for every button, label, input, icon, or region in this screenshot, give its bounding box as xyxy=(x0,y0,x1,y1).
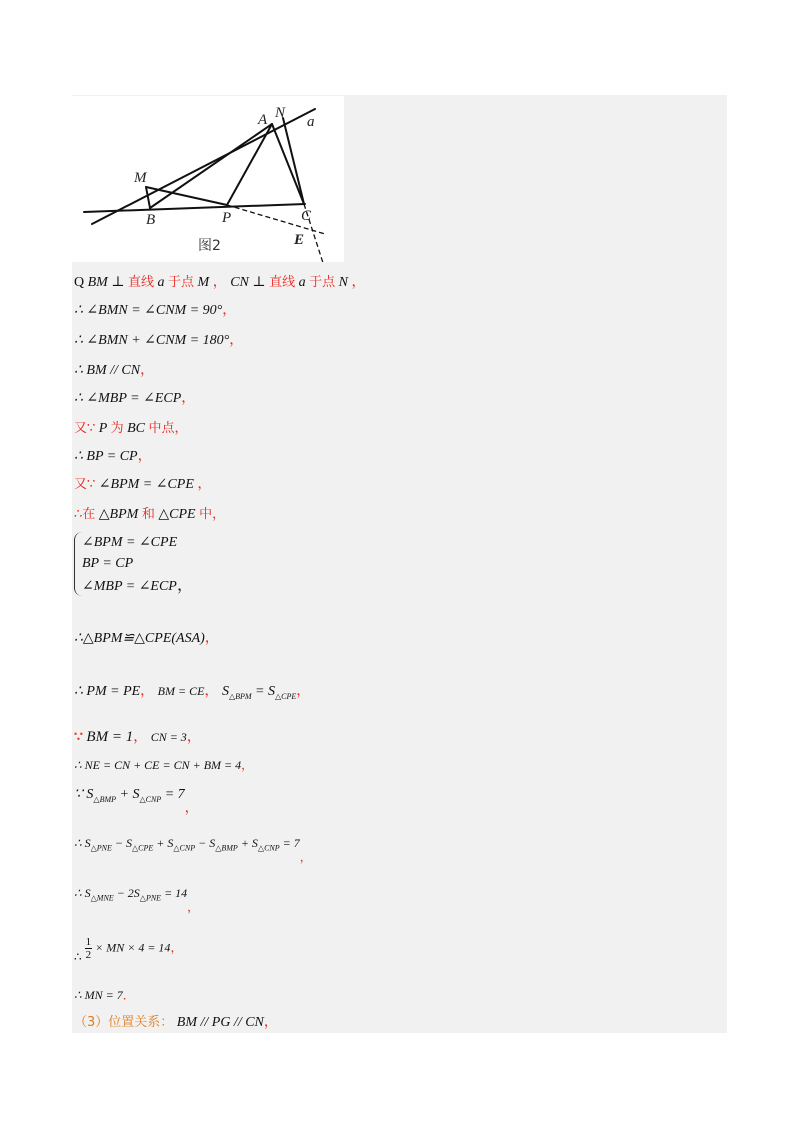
comma: ， xyxy=(177,577,194,594)
comma: ， xyxy=(137,449,152,464)
cn-value: CN = 3 xyxy=(150,730,187,744)
line-right-angles xyxy=(74,302,236,320)
comma-2: ， xyxy=(204,684,219,699)
denominator: 2 xyxy=(85,949,92,961)
sub-d: △BMP xyxy=(215,843,238,853)
text-position-relation: （3）位置关系： xyxy=(74,1015,174,1030)
s-c: = 14 xyxy=(161,886,188,900)
system-row-3: ∠MBP = ∠ECP xyxy=(82,579,177,594)
area-sub-2: △CPE xyxy=(274,691,297,701)
line-mn-result xyxy=(74,986,135,1004)
line-position-relation xyxy=(74,1014,278,1032)
numerator: 1 xyxy=(85,936,92,948)
equation: ∴ ∠BMN = ∠CNM = 90° xyxy=(74,303,223,318)
comma: ， xyxy=(140,363,155,378)
because-symbol: Q xyxy=(74,275,85,290)
line-equal-parts xyxy=(74,682,310,706)
comma: ， xyxy=(140,684,155,699)
s-b: − 2S xyxy=(113,886,140,900)
geometry-diagram xyxy=(72,96,344,262)
line-congruent xyxy=(74,630,219,648)
s-e: + S xyxy=(237,836,258,850)
label-m: M xyxy=(134,170,147,186)
system-row-2: BP = CP xyxy=(82,556,134,571)
label-b: B xyxy=(146,212,156,228)
s-c: + S xyxy=(153,836,174,850)
label-a: A xyxy=(258,112,268,128)
sub-2: △CNP xyxy=(139,794,162,804)
area-s1: S xyxy=(221,684,229,699)
line-angle-equal xyxy=(74,390,195,408)
sub-c: △CNP xyxy=(173,843,196,853)
line-bc xyxy=(84,204,305,212)
comma: ， xyxy=(299,850,312,864)
area-s1: ∵ S xyxy=(74,787,94,802)
sub-a: △PNE xyxy=(90,843,112,853)
comma: ， xyxy=(229,333,244,348)
equation: ∴ BP = CP xyxy=(74,449,138,464)
equation: ∴ NE = CN + CE = CN + BM = 4 xyxy=(74,758,242,772)
comma: ， xyxy=(212,275,227,290)
period: ． xyxy=(122,988,135,1002)
line-parallel xyxy=(74,362,154,380)
equation: ∴ ∠MBP = ∠ECP xyxy=(74,391,182,406)
text-at-point-2: 于点 xyxy=(309,275,336,290)
equals-7: = 7 xyxy=(161,787,185,802)
comma: ， xyxy=(181,391,196,406)
fraction-one-half xyxy=(85,936,93,961)
text-m: M xyxy=(197,275,210,290)
line-ne xyxy=(74,756,253,774)
line-half-mn xyxy=(74,936,183,965)
text-a: a xyxy=(157,275,165,290)
therefore-symbol: ∴ xyxy=(74,950,82,965)
line-midpoint xyxy=(74,420,188,438)
label-line-a: a xyxy=(307,114,315,130)
comma: ， xyxy=(184,801,199,816)
comma: ， xyxy=(197,477,212,492)
line-area-expand xyxy=(74,834,312,864)
equation: ∴△BPM≌△CPE(ASA) xyxy=(74,631,205,646)
equation: × MN × 4 = 14 xyxy=(95,940,171,955)
comma: ， xyxy=(170,940,183,955)
sub-e: △CNP xyxy=(257,843,280,853)
text-midpoint: 中点， xyxy=(148,421,188,436)
system-row-1: ∠BPM = ∠CPE xyxy=(82,535,178,550)
comma: ， xyxy=(222,303,237,318)
comma-3: ， xyxy=(296,684,311,699)
text-and: 和 xyxy=(141,507,155,522)
segment-mb xyxy=(146,187,150,208)
s-a: ∴ S xyxy=(74,836,91,850)
text-at-point: 于点 xyxy=(168,275,195,290)
label-e: E xyxy=(294,232,305,248)
equation: BM // PG // CN xyxy=(176,1015,264,1030)
s-d: − S xyxy=(195,836,216,850)
line-bp-cp xyxy=(74,448,152,466)
text-therefore-in: ∴在 xyxy=(74,507,96,522)
text-bc: BC xyxy=(127,421,145,436)
line-area-sum xyxy=(74,786,199,816)
line-area-mne xyxy=(74,884,200,914)
area-sub-1: △BPM xyxy=(228,691,252,701)
plus-s: + S xyxy=(116,787,140,802)
equation-system xyxy=(74,532,274,598)
segment-ba xyxy=(150,124,272,208)
pm-pe: ∴ PM = PE xyxy=(74,684,141,699)
comma: ， xyxy=(133,730,148,745)
line-sum-180 xyxy=(74,332,243,350)
comma: ， xyxy=(204,631,219,646)
line-in-triangles xyxy=(74,506,225,524)
text-cn-perp: CN ⊥ xyxy=(230,275,266,290)
comma-2: ， xyxy=(186,730,201,745)
because-symbol: ∵ xyxy=(74,730,83,745)
equation: ∴ BM // CN xyxy=(74,363,141,378)
text-n: N xyxy=(338,275,348,290)
comma: ， xyxy=(187,900,200,914)
equation: ∠BPM = ∠CPE xyxy=(98,477,194,492)
equation: ∴ ∠BMN + ∠CNM = 180° xyxy=(74,333,230,348)
comma: ， xyxy=(241,758,254,772)
text-p: P xyxy=(98,421,108,436)
bm-ce: BM = CE xyxy=(157,684,205,698)
text-also-because: 又∵ xyxy=(74,477,96,492)
sub-b: △CPE xyxy=(132,843,154,853)
area-eq: = S xyxy=(251,684,275,699)
figure-caption: 图2 xyxy=(198,238,221,254)
text-triangle-cpe: △CPE xyxy=(158,507,196,522)
geometry-figure xyxy=(72,96,344,262)
text-also-because: 又∵ xyxy=(74,421,96,436)
text-a-2: a xyxy=(298,275,306,290)
label-n: N xyxy=(275,105,286,121)
text-triangle-bpm: △BPM xyxy=(98,507,139,522)
line-vertical-angles xyxy=(74,476,211,494)
text-line-2: 直线 xyxy=(269,275,296,290)
s-f: = 7 xyxy=(279,836,300,850)
segment-pa xyxy=(227,124,272,205)
equation: ∴ MN = 7 xyxy=(74,988,123,1002)
comma-2: ， xyxy=(351,275,366,290)
line-perpendicular xyxy=(74,274,365,292)
label-c: C xyxy=(301,208,312,224)
sub-1: △BMP xyxy=(93,794,117,804)
sub-a: △MNE xyxy=(90,893,114,903)
text-bm-perp: BM ⊥ xyxy=(87,275,125,290)
line-given-values xyxy=(74,728,201,747)
text-is: 为 xyxy=(110,421,124,436)
bm-value: BM = 1 xyxy=(86,729,134,745)
s-a: ∴ S xyxy=(74,886,91,900)
sub-b: △PNE xyxy=(139,893,162,903)
s-b: − S xyxy=(111,836,133,850)
text-line: 直线 xyxy=(128,275,155,290)
text-among: 中， xyxy=(199,507,226,522)
comma: ， xyxy=(263,1015,278,1030)
label-p: P xyxy=(222,210,232,226)
